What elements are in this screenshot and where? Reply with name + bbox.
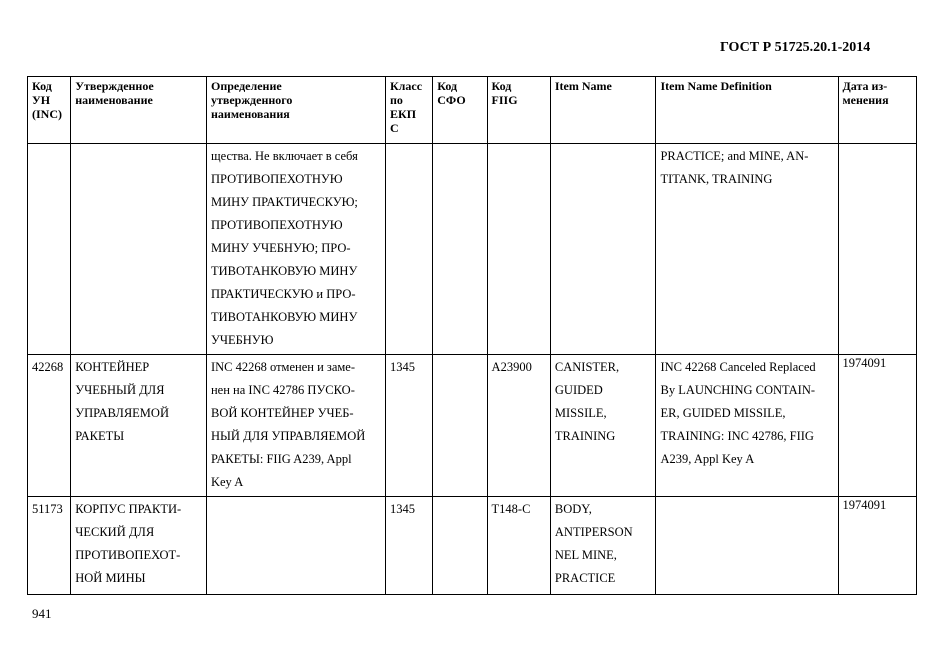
text-line: щества. Не включает в себя (210, 149, 358, 163)
cell-inc: 42268 (28, 355, 71, 497)
text-line: менения (842, 93, 889, 107)
cell-date: 1974091 (838, 355, 917, 497)
table-row (28, 144, 917, 355)
cell-definition (206, 497, 385, 595)
text-line: УН (32, 93, 51, 107)
text-line: PRACTICE (554, 571, 616, 585)
col-header-date (838, 77, 917, 144)
table-row (28, 497, 917, 595)
cell-class (385, 144, 432, 355)
cell-approved-name (71, 144, 207, 355)
text-line: Key A (210, 475, 244, 489)
table-row (28, 355, 917, 497)
cell-inc (28, 144, 71, 355)
cell-sfo (433, 355, 487, 497)
page-number: 941 (32, 606, 52, 621)
text-line: GUIDED (554, 383, 603, 397)
col-header-class (385, 77, 432, 144)
text-line: TRAINING (554, 429, 616, 443)
text-line: Код (437, 79, 458, 93)
text-line: Item Name Definition (660, 79, 772, 93)
text-line: Класс (389, 79, 423, 93)
cell-fiig: T148-C (487, 497, 550, 595)
text-line: КОНТЕЙНЕР (75, 360, 150, 374)
text-line: по (389, 93, 403, 107)
cell-date (838, 144, 917, 355)
cell-definition (206, 144, 385, 355)
text-line: Код (491, 79, 512, 93)
text-line: УЧЕБНЫЙ ДЛЯ (75, 383, 165, 397)
text-line: MISSILE, (554, 406, 607, 420)
cell-item-definition (656, 144, 838, 355)
text-line: ЧЕСКИЙ ДЛЯ (75, 525, 155, 539)
cell-sfo (433, 497, 487, 595)
catalog-table (27, 76, 917, 595)
text-line: ПРОТИВОПЕХОТНУЮ (210, 218, 343, 232)
text-line: TRAINING: INC 42786, FIIG (660, 429, 814, 443)
text-line: Код (32, 79, 52, 93)
text-line: PRACTICE; and MINE, AN- (660, 149, 809, 163)
text-line: наименования (210, 107, 290, 121)
cell-item-name (550, 355, 656, 497)
text-line: INC 42268 Canceled Replaced (660, 360, 816, 374)
cell-item-definition (656, 497, 838, 595)
cell-item-definition (656, 355, 838, 497)
cell-sfo (433, 144, 487, 355)
cell-approved-name (71, 355, 207, 497)
text-line: INC 42268 отменен и заме- (210, 360, 355, 374)
cell-item-name (550, 497, 656, 595)
text-line: CANISTER, (554, 360, 620, 374)
text-line: ЕКП (389, 107, 417, 121)
text-line: Определение (210, 79, 282, 93)
text-line: Дата из- (842, 79, 888, 93)
text-line: СФО (437, 93, 466, 107)
cell-inc: 51173 (28, 497, 71, 595)
text-line: НЫЙ ДЛЯ УПРАВЛЯЕМОЙ (210, 429, 366, 443)
table-header-row (28, 77, 917, 144)
text-line: МИНУ УЧЕБНУЮ; ПРО- (210, 241, 351, 255)
cell-definition (206, 355, 385, 497)
text-line: утвержденного (210, 93, 293, 107)
text-line: NEL MINE, (554, 548, 617, 562)
document-code: ГОСТ Р 51725.20.1-2014 (720, 40, 871, 55)
text-line: BODY, (554, 502, 592, 516)
text-line: ТИВОТАНКОВУЮ МИНУ (210, 310, 358, 324)
text-line: С (389, 121, 399, 135)
text-line: ANTIPERSON (554, 525, 633, 539)
cell-class: 1345 (385, 497, 432, 595)
text-line: нен на INC 42786 ПУСКО- (210, 383, 355, 397)
cell-item-name (550, 144, 656, 355)
col-header-inc (28, 77, 71, 144)
col-header-definition (206, 77, 385, 144)
cell-fiig: A23900 (487, 355, 550, 497)
text-line: FIIG (491, 93, 518, 107)
text-line: ПРОТИВОПЕХОТНУЮ (210, 172, 343, 186)
text-line: By LAUNCHING CONTAIN- (660, 383, 816, 397)
cell-class: 1345 (385, 355, 432, 497)
text-line: TITANK, TRAINING (660, 172, 773, 186)
text-line: (INC) (32, 107, 62, 121)
col-header-sfo (433, 77, 487, 144)
text-line: КОРПУС ПРАКТИ- (75, 502, 182, 516)
text-line: РАКЕТЫ: FIIG A239, Appl (210, 452, 352, 466)
text-line: Утвержденное (75, 79, 154, 93)
text-line: Item Name (554, 79, 612, 93)
cell-fiig (487, 144, 550, 355)
text-line: ВОЙ КОНТЕЙНЕР УЧЕБ- (210, 406, 354, 420)
text-line: ER, GUIDED MISSILE, (660, 406, 786, 420)
col-header-fiig (487, 77, 550, 144)
col-header-item-name (550, 77, 656, 144)
text-line: ПРАКТИЧЕСКУЮ и ПРО- (210, 287, 356, 301)
col-header-item-definition (656, 77, 838, 144)
text-line: наименование (75, 93, 153, 107)
col-header-approved-name (71, 77, 207, 144)
text-line: УПРАВЛЯЕМОЙ (75, 406, 169, 420)
text-line: МИНУ ПРАКТИЧЕСКУЮ; (210, 195, 358, 209)
text-line: РАКЕТЫ (75, 429, 125, 443)
cell-date: 1974091 (838, 497, 917, 595)
text-line: УЧЕБНУЮ (210, 333, 274, 347)
text-line: A239, Appl Key A (660, 452, 755, 466)
text-line: ТИВОТАНКОВУЮ МИНУ (210, 264, 358, 278)
text-line: НОЙ МИНЫ (75, 571, 146, 585)
cell-approved-name (71, 497, 207, 595)
text-line: ПРОТИВОПЕХОТ- (75, 548, 181, 562)
